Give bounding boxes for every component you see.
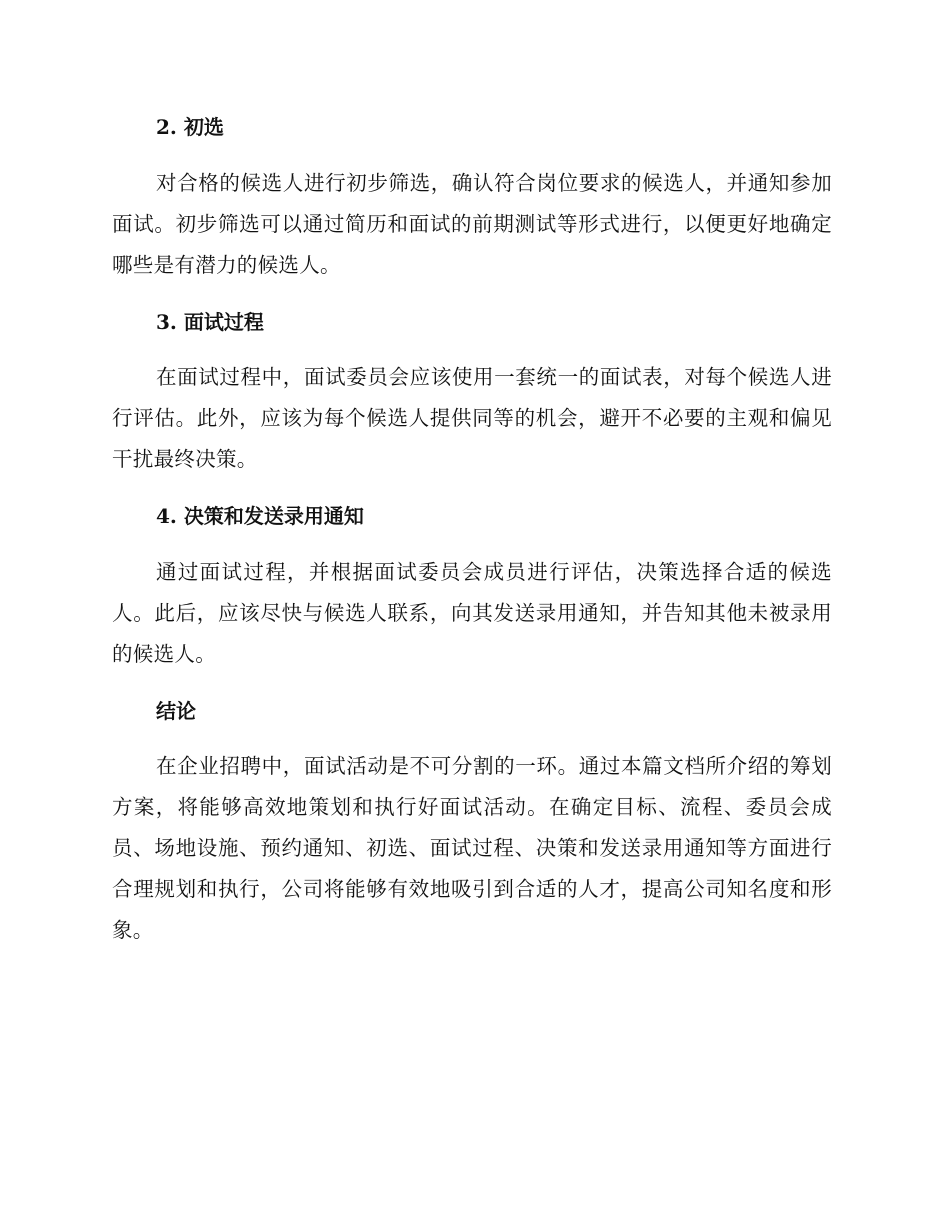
section-paragraph-screening: 对合格的候选人进行初步筛选，确认符合岗位要求的候选人，并通知参加面试。初步筛选可以通过简历和面试的前期测试等形式进行，以便更好地确定哪些是有潜力的候选人。 [112, 171, 832, 277]
section-heading-interview-process: 3. 面试过程 [156, 310, 264, 334]
section-heading-screening: 2. 初选 [156, 115, 224, 139]
section-heading-conclusion: 结论 [156, 699, 196, 723]
section-heading-decision-offer: 4. 决策和发送录用通知 [156, 504, 364, 528]
section-paragraph-interview-process: 在面试过程中，面试委员会应该使用一套统一的面试表，对每个候选人进行评估。此外，应该为每个候选人提供同等的机会，避开不必要的主观和偏见干扰最终决策。 [112, 365, 832, 471]
section-paragraph-decision-offer: 通过面试过程，并根据面试委员会成员进行评估，决策选择合适的候选人。此后，应该尽快与候选人联系，向其发送录用通知，并告知其他未被录用的候选人。 [112, 560, 832, 666]
section-paragraph-conclusion: 在企业招聘中，面试活动是不可分割的一环。通过本篇文档所介绍的筹划方案，将能够高效地策划和执行好面试活动。在确定目标、流程、委员会成员、场地设施、预约通知、初选、面试过程、决策和发送录用通知等方面进行合理规划和执行，公司将能够有效地吸引到合适的人才，提高公司知名度和形象。 [112, 754, 832, 942]
